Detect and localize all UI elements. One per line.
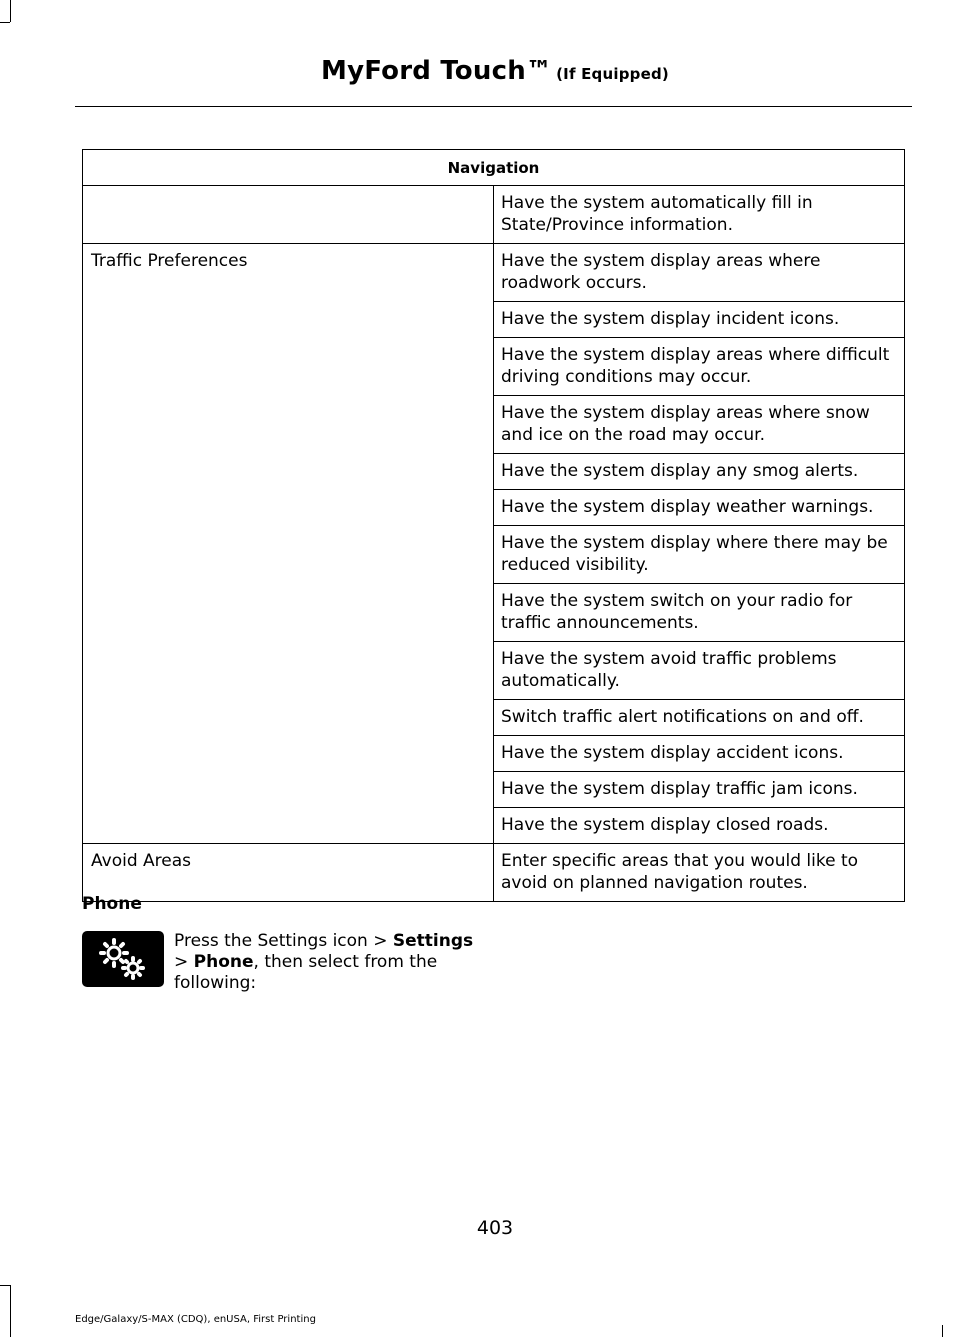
table-heading: Navigation	[83, 150, 905, 186]
crop-mark	[10, 0, 11, 22]
setting-description: Have the system display weather warnings.	[494, 490, 905, 526]
crop-mark	[942, 1325, 943, 1337]
crop-mark	[10, 1285, 11, 1337]
setting-description: Switch traffic alert notifications on and off.	[494, 700, 905, 736]
table-row	[83, 844, 905, 902]
section-title-phone: Phone	[82, 894, 142, 914]
settings-gears-icon	[82, 931, 164, 987]
setting-description: Have the system display areas where roadwork occurs.	[494, 244, 905, 302]
setting-description: Have the system display areas where difficult driving conditions may occur.	[494, 338, 905, 396]
setting-description: Have the system switch on your radio for traffic announcements.	[494, 584, 905, 642]
setting-description: Have the system display incident icons.	[494, 302, 905, 338]
setting-description: Have the system display accident icons.	[494, 736, 905, 772]
setting-description: Have the system avoid traffic problems automatically.	[494, 642, 905, 700]
page-number: 403	[476, 1217, 514, 1239]
setting-description: Have the system display areas where snow and ice on the road may occur.	[494, 396, 905, 454]
phone-menu-label: Phone	[193, 952, 254, 972]
setting-category: Traffic Preferences	[83, 244, 494, 844]
instruction-separator: >	[174, 952, 194, 972]
instruction-suffix: , then select from the following:	[174, 952, 438, 993]
phone-instructions	[174, 931, 484, 994]
footer-text: Edge/Galaxy/S-MAX (CDQ), enUSA, First Printing	[75, 1314, 316, 1325]
settings-menu-label: Settings	[392, 931, 474, 951]
table-row	[83, 186, 905, 244]
navigation-settings-table	[82, 149, 905, 902]
setting-description: Enter specific areas that you would like to avoid on planned navigation routes.	[494, 844, 905, 902]
crop-mark	[0, 1285, 10, 1286]
setting-description: Have the system display where there may be reduced visibility.	[494, 526, 905, 584]
table-row	[83, 244, 905, 302]
crop-mark	[0, 22, 10, 23]
setting-category: Avoid Areas	[83, 844, 494, 902]
page-title	[0, 56, 960, 86]
setting-description: Have the system display any smog alerts.	[494, 454, 905, 490]
header-divider	[75, 106, 912, 107]
page-title-suffix: (If Equipped)	[556, 65, 669, 83]
table-body	[83, 186, 905, 902]
setting-description: Have the system display traffic jam icons.	[494, 772, 905, 808]
setting-description: Have the system display closed roads.	[494, 808, 905, 844]
page-title-main: MyFord Touch™	[321, 56, 553, 86]
setting-category	[83, 186, 494, 244]
instruction-prefix: Press the Settings icon >	[174, 931, 393, 951]
setting-description: Have the system automatically fill in State/Province information.	[494, 186, 905, 244]
